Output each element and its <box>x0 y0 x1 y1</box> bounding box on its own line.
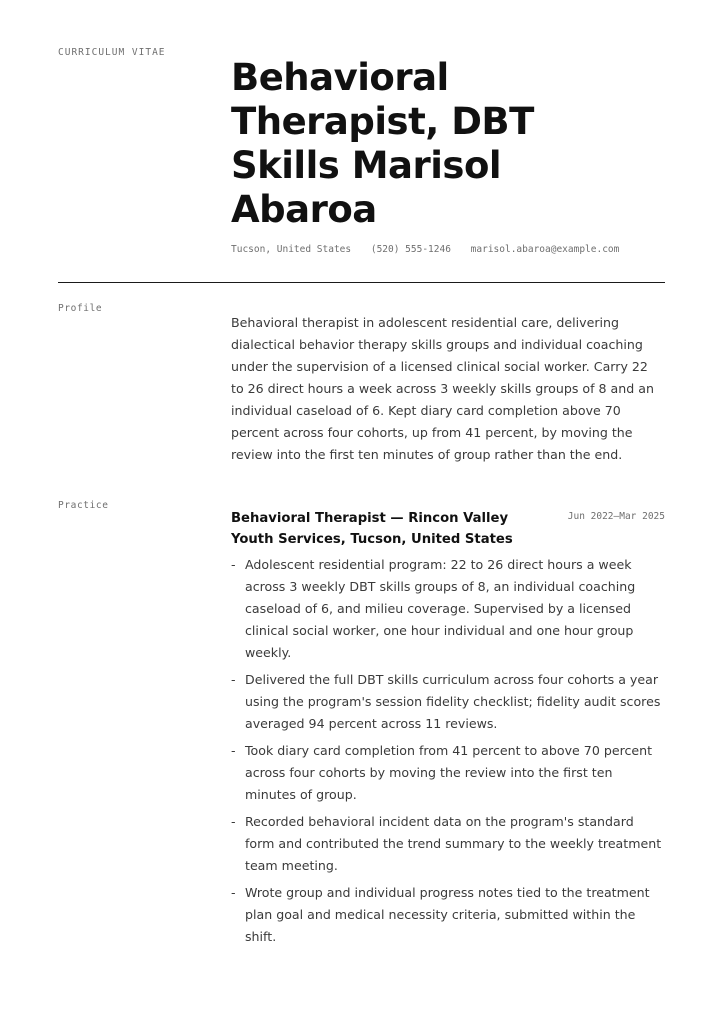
list-item <box>231 669 665 735</box>
list-item <box>231 811 665 877</box>
page-title: Behavioral Therapist, DBT Skills Marisol Abaroa <box>231 56 534 231</box>
job-title: Behavioral Therapist — Rincon Valley Youth Services, Tucson, United States <box>231 511 513 547</box>
job-dates: Jun 2022–Mar 2025 <box>567 511 665 522</box>
list-item <box>231 882 665 948</box>
profile-text: Behavioral therapist in adolescent residential care, delivering dialectical behavior therapy skills groups and individual coaching under the supervision of a licensed clinical social worker. Carry 22 to 26 direct hours a week across 3 weekly skills groups of 8 and an individual caseload of 6. Kept diary card completion above 70 percent across four cohorts, up from 41 percent, by moving the review into the first ten minutes of group rather than the end. <box>231 315 654 462</box>
job-bullets <box>231 554 665 953</box>
bullet-marker: - <box>231 743 236 758</box>
section-label-profile: Profile <box>58 303 103 314</box>
bullet-marker: - <box>231 672 236 687</box>
contact-location: Tucson, United States <box>231 244 352 255</box>
header-divider <box>58 282 665 283</box>
bullet-marker: - <box>231 885 236 900</box>
document-kicker: CURRICULUM VITAE <box>58 47 166 58</box>
bullet-text: Wrote group and individual progress notes tied to the treatment plan goal and medical necessity criteria, submitted within the shift. <box>245 885 650 944</box>
contact-email: marisol.abaroa@example.com <box>470 244 620 255</box>
bullet-marker: - <box>231 814 236 829</box>
section-label-practice: Practice <box>58 500 109 511</box>
bullet-text: Recorded behavioral incident data on the program's standard form and contributed the trend summary to the weekly treatment team meeting. <box>245 814 662 873</box>
bullet-text: Delivered the full DBT skills curriculum across four cohorts a year using the program's session fidelity checklist; fidelity audit scores averaged 94 percent across 11 reviews. <box>245 672 661 731</box>
contact-line <box>231 244 619 255</box>
contact-phone: (520) 555-1246 <box>370 244 451 255</box>
bullet-marker: - <box>231 557 236 572</box>
bullet-text: Adolescent residential program: 22 to 26 direct hours a week across 3 weekly DBT skills groups of 8, an individual coaching caseload of 6, and milieu coverage. Supervised by a licensed clinical social worker, one hour individual and one hour group weekly. <box>245 557 636 660</box>
list-item <box>231 554 665 664</box>
bullet-text: Took diary card completion from 41 percent to above 70 percent across four cohorts by moving the review into the first ten minutes of group. <box>245 743 653 802</box>
list-item <box>231 740 665 806</box>
